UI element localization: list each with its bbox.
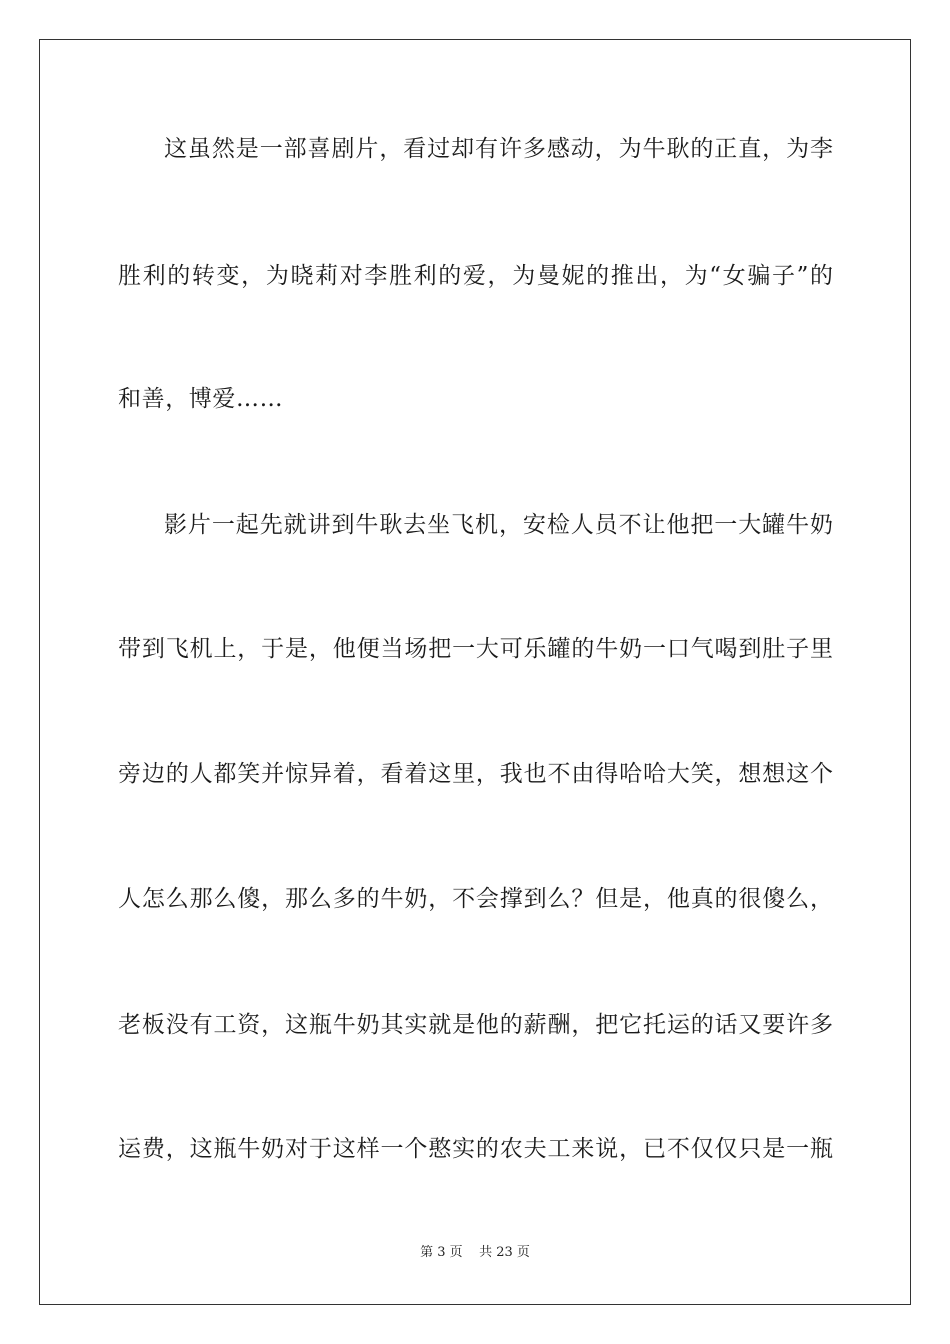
paragraph-2-line-3: 旁边的人都笑并惊异着，看着这里，我也不由得哈哈大笑，想想这个 bbox=[118, 761, 833, 787]
paragraph-2-line-5: 老板没有工资，这瓶牛奶其实就是他的薪酬，把它托运的话又要许多 bbox=[118, 1012, 833, 1038]
paragraph-2-line-2: 带到飞机上，于是，他便当场把一大可乐罐的牛奶一口气喝到肚子里 bbox=[118, 636, 833, 662]
paragraph-2-line-6: 运费，这瓶牛奶对于这样一个憨实的农夫工来说，已不仅仅只是一瓶 bbox=[118, 1136, 833, 1162]
paragraph-1-line-2: 胜利的转变，为晓莉对李胜利的爱，为曼妮的推出，为“女骗子”的 bbox=[118, 263, 833, 289]
page-number-footer: 第 3 页 共 23 页 bbox=[420, 1245, 530, 1260]
page-border bbox=[39, 39, 911, 1305]
paragraph-2-line-4: 人怎么那么傻，那么多的牛奶，不会撑到么？但是，他真的很傻么， bbox=[118, 886, 833, 912]
paragraph-2-line-1: 影片一起先就讲到牛耿去坐飞机，安检人员不让他把一大罐牛奶 bbox=[164, 512, 833, 538]
paragraph-1-line-3: 和善，博爱…… bbox=[118, 386, 284, 412]
paragraph-1-line-1: 这虽然是一部喜剧片，看过却有许多感动，为牛耿的正直，为李 bbox=[164, 136, 833, 162]
